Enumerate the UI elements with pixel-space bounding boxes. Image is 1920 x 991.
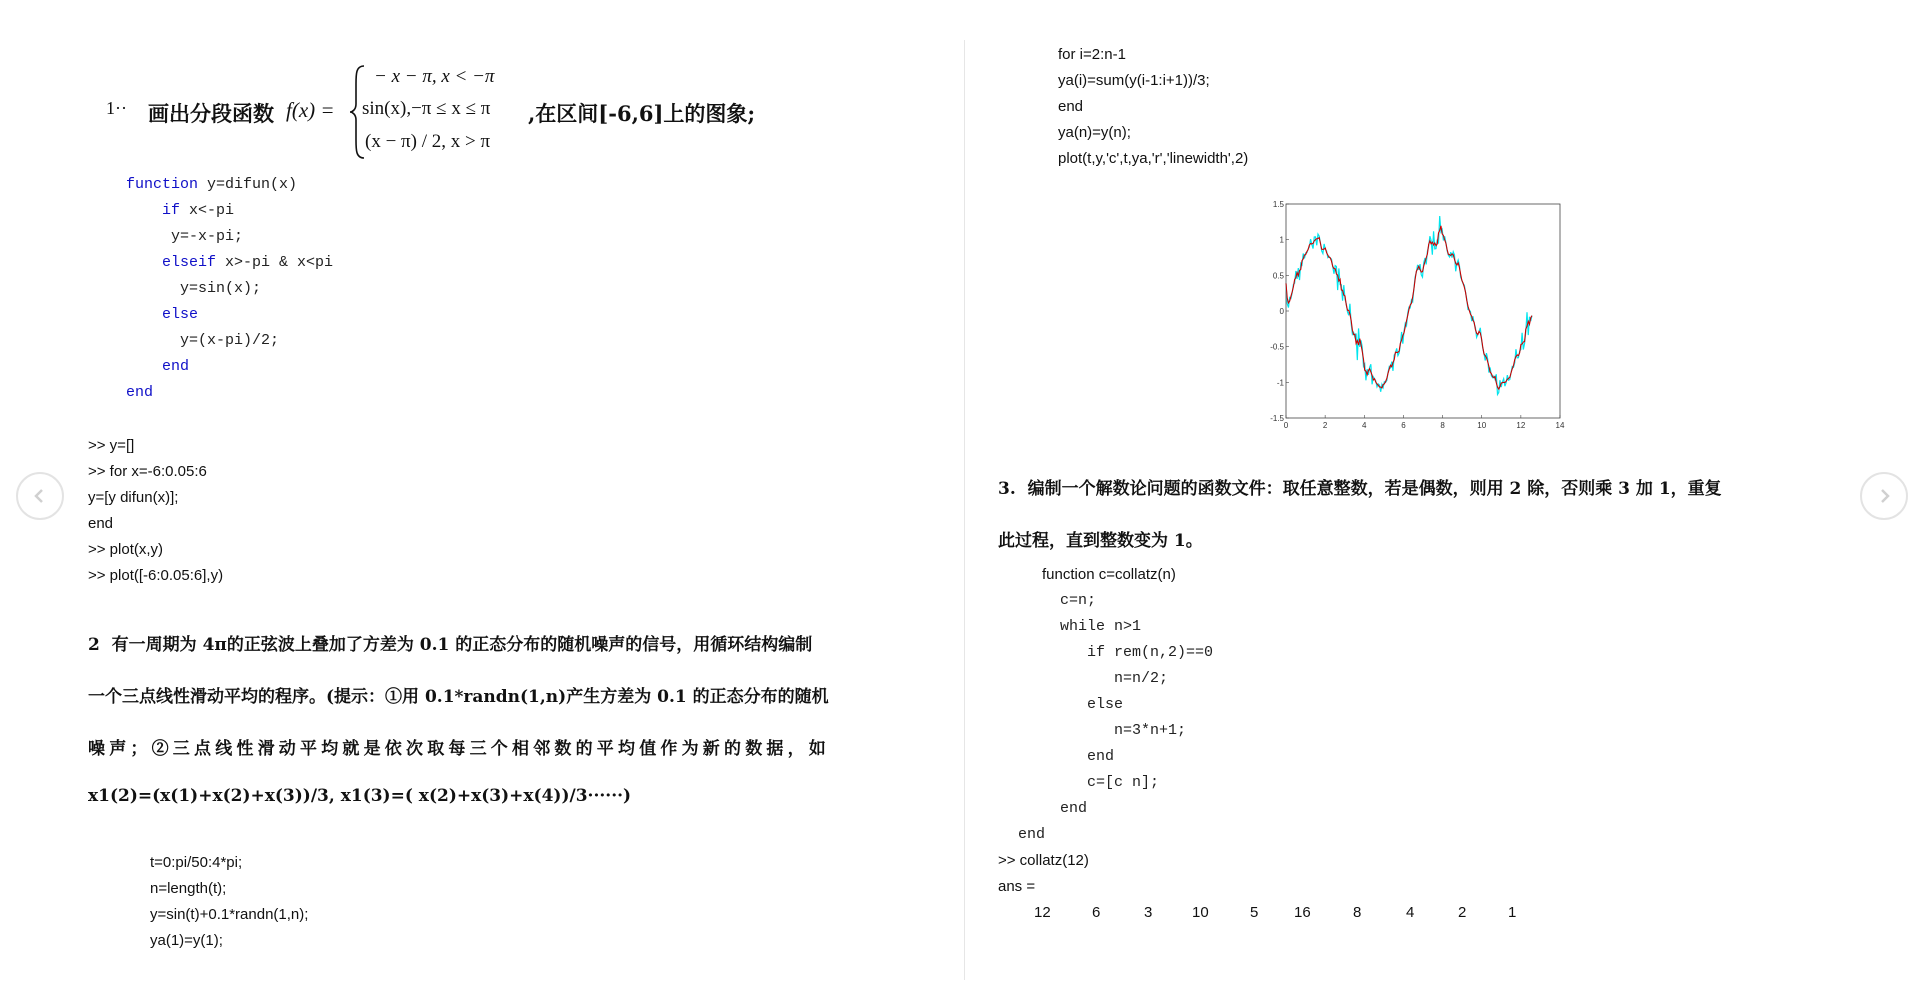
- case-1: − x − π, x < −π: [374, 66, 495, 87]
- y-tick-label: -1: [1276, 378, 1284, 388]
- y-tick-label: 0.5: [1272, 271, 1284, 281]
- code-line: t=0:pi/50:4*pi;: [150, 854, 243, 871]
- question-text-line: 噪声；②三点线性滑动平均就是依次取每三个相邻数的平均值作为新的数据，如: [88, 739, 830, 759]
- x-tick-label: 8: [1440, 421, 1445, 430]
- question-text-line: 3. 编制一个解数论问题的函数文件：取任意整数，若是偶数，则用 2 除，否则乘 3 加 1，重复: [998, 479, 1722, 499]
- console-line: end: [88, 515, 114, 532]
- code-line: c=[c n];: [1042, 774, 1160, 791]
- code-line: n=length(t);: [150, 880, 227, 897]
- code-line: if x<-pi: [162, 202, 235, 219]
- console-line: >> y=[]: [88, 437, 135, 454]
- code-line: else: [1042, 696, 1124, 713]
- y-tick-label: 1: [1279, 235, 1284, 245]
- code-line: end: [1058, 98, 1084, 115]
- ans-value: 12: [1034, 904, 1051, 921]
- code-line: else: [126, 306, 199, 323]
- y-tick-label: -0.5: [1270, 342, 1284, 352]
- code-line: end: [1042, 800, 1088, 817]
- x-tick-label: 14: [1555, 421, 1565, 430]
- ans-value: 8: [1353, 904, 1362, 921]
- code-line: n=3*n+1;: [1042, 722, 1187, 739]
- question-1-suffix: ,在区间[-6,6]上的图象;: [528, 101, 756, 126]
- case-2: sin(x),−π ≤ x ≤ π: [362, 98, 491, 119]
- question-text-line: 2 有一周期为 4π的正弦波上叠加了方差为 0.1 的正态分布的随机噪声的信号，用循环结构编制: [88, 635, 813, 655]
- code-line: c=n;: [1042, 592, 1097, 609]
- code-line: while n>1: [1042, 618, 1142, 635]
- code-line: if rem(n,2)==0: [1042, 644, 1214, 661]
- console-line: >> collatz(12): [998, 852, 1089, 869]
- question-number: 1··: [106, 98, 127, 118]
- code-line: end: [1018, 826, 1046, 843]
- ans-value: 3: [1144, 904, 1153, 921]
- ans-value: 10: [1192, 904, 1209, 921]
- function-label: f(x) =: [286, 98, 335, 122]
- ans-value: 16: [1294, 904, 1311, 921]
- noisy-sine-chart: [1270, 200, 1586, 430]
- code-line: plot(t,y,'c',t,ya,'r','linewidth',2): [1058, 150, 1249, 167]
- code-line: y=-x-pi;: [126, 228, 244, 245]
- code-line: y=sin(x);: [126, 280, 262, 297]
- console-line: y=[y difun(x)];: [88, 489, 179, 506]
- console-line: >> plot(x,y): [88, 541, 164, 558]
- x-tick-label: 0: [1283, 421, 1289, 430]
- question-1-prefix: 画出分段函数: [148, 101, 274, 126]
- console-line: ans =: [998, 878, 1036, 895]
- code-line: for i=2:n-1: [1058, 46, 1126, 63]
- code-line: ya(1)=y(1);: [150, 932, 223, 949]
- ans-value: 1: [1508, 904, 1517, 921]
- ans-value: 5: [1250, 904, 1259, 921]
- x-tick-label: 10: [1477, 421, 1487, 430]
- x-tick-label: 6: [1401, 421, 1406, 430]
- right-page: [998, 0, 1858, 991]
- ans-value: 2: [1458, 904, 1467, 921]
- code-line: end: [126, 384, 154, 401]
- y-tick-label: 1.5: [1272, 200, 1284, 209]
- console-line: >> for x=-6:0.05:6: [88, 463, 207, 480]
- y-tick-label: 0: [1279, 307, 1284, 316]
- plot-frame: [1286, 204, 1560, 418]
- next-page-button[interactable]: [1860, 472, 1908, 520]
- question-text-line: 此过程，直到整数变为 1。: [998, 531, 1203, 551]
- code-line: n=n/2;: [1042, 670, 1169, 687]
- code-line: ya(i)=sum(y(i-1:i+1))/3;: [1058, 72, 1210, 89]
- ans-value: 6: [1092, 904, 1101, 921]
- prev-page-button[interactable]: [16, 472, 64, 520]
- code-line: end: [1042, 748, 1115, 765]
- ans-value: 4: [1406, 904, 1415, 921]
- y-tick-label: -1.5: [1270, 414, 1284, 423]
- left-page: [86, 0, 936, 991]
- code-line: function y=difun(x): [126, 176, 298, 193]
- code-line: end: [126, 358, 190, 375]
- chevron-right-icon: [1874, 486, 1894, 506]
- console-line: >> plot([-6:0.05:6],y): [88, 567, 224, 584]
- code-line: function c=collatz(n): [1042, 566, 1176, 583]
- question-text-line: x1(2)=(x(1)+x(2)+x(3))/3, x1(3)=( x(2)+x(3)+x(4))/3······): [88, 786, 632, 806]
- question-text-line: 一个三点线性滑动平均的程序。(提示：①用 0.1*randn(1,n)产生方差为 0.1 的正态分布的随机: [88, 687, 829, 707]
- page-divider: [964, 40, 965, 980]
- x-tick-label: 12: [1516, 421, 1526, 430]
- code-line: elseif x>-pi & x<pi: [162, 254, 334, 271]
- chevron-left-icon: [30, 486, 50, 506]
- x-tick-label: 2: [1322, 421, 1328, 430]
- case-3: (x − π) / 2, x > π: [365, 131, 491, 152]
- code-line: y=sin(t)+0.1*randn(1,n);: [150, 906, 309, 923]
- code-line: y=(x-pi)/2;: [126, 332, 280, 349]
- code-line: ya(n)=y(n);: [1058, 124, 1131, 141]
- x-tick-label: 4: [1362, 421, 1367, 430]
